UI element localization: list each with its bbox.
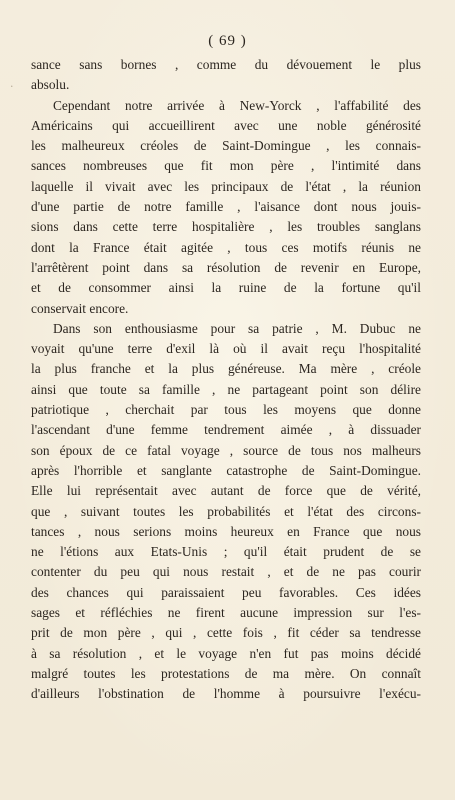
text-line: prit de mon père , qui , cette fois , fit céder sa tendresse: [31, 625, 421, 641]
text-line: Elle lui représentait avec autant de force que de vérité,: [31, 483, 421, 499]
text-line: des chances qui paraissaient peu favorables. Ces idées: [31, 584, 421, 600]
text-line: son époux de ce fatal voyage , source de tous nos malheurs: [31, 442, 421, 458]
text-line: d'une partie de notre famille , l'aisance dont nous jouis-: [31, 199, 421, 215]
text-line: après l'horrible et sanglante catastrophe de Saint-Domingue.: [31, 462, 421, 478]
text-line: l'ascendant d'une femme tendrement aimée , à dissuader: [31, 422, 421, 438]
page-number: ( 69 ): [208, 33, 247, 49]
text-line: Dans son enthousiasme pour sa patrie , M. Dubuc ne: [53, 320, 421, 336]
margin-speck: ·: [10, 80, 14, 93]
text-line: la plus franche et la plus généreuse. Ma mère , créole: [31, 361, 421, 377]
text-line: tances , nous serions moins heureux en France que nous: [31, 523, 421, 539]
text-line: Américains qui accueillirent avec une noble générosité: [31, 117, 421, 133]
text-line: sance sans bornes , comme du dévouement le plus: [31, 57, 421, 72]
body-text: [31, 55, 421, 705]
text-line: sages et réfléchies ne firent aucune impression sur l'es-: [31, 605, 421, 621]
paragraph: [31, 96, 421, 319]
text-line: sions dans cette terre hospitalière , les troubles sanglans: [31, 219, 421, 235]
text-line: ainsi que toute sa famille , ne partageant point son délire: [31, 381, 421, 397]
text-line: patriotique , cherchait par tous les moyens que donne: [31, 402, 421, 418]
text-line: Cependant notre arrivée à New-Yorck , l'affabilité des: [53, 97, 421, 113]
paragraph: [31, 55, 421, 96]
text-line: les malheureux créoles de Saint-Domingue , les connais-: [31, 138, 421, 154]
text-line: ne l'étions aux Etats-Unis ; qu'il était prudent de se: [31, 544, 421, 560]
text-line: absolu.: [31, 77, 70, 93]
text-line: voyait qu'une terre d'exil là où il avait reçu l'hospitalité: [31, 341, 421, 357]
text-line: dont la France était agitée , tous ces motifs réunis ne: [31, 239, 421, 255]
text-line: et de consommer ainsi la ruine de la fortune qu'il: [31, 280, 421, 296]
text-line: laquelle il vivait avec les principaux de l'état , la réunion: [31, 178, 421, 194]
text-line: que , suivant toutes les probabilités et l'état des circons-: [31, 503, 421, 519]
text-line: à sa résolution , et le voyage n'en fut pas moins décidé: [31, 645, 421, 661]
text-line: sances nombreuses que fit mon père , l'intimité dans: [31, 158, 421, 174]
text-line: conservait encore.: [31, 300, 129, 316]
paragraph: [31, 319, 421, 705]
text-line: d'ailleurs l'obstination de l'homme à poursuivre l'exécu-: [31, 686, 421, 702]
text-line: l'arrêtèrent point dans sa résolution de revenir en Europe,: [31, 259, 421, 275]
text-line: contenter du peu qui nous restait , et de ne pas courir: [31, 564, 421, 580]
text-line: malgré toutes les protestations de ma mère. On connaît: [31, 665, 421, 681]
